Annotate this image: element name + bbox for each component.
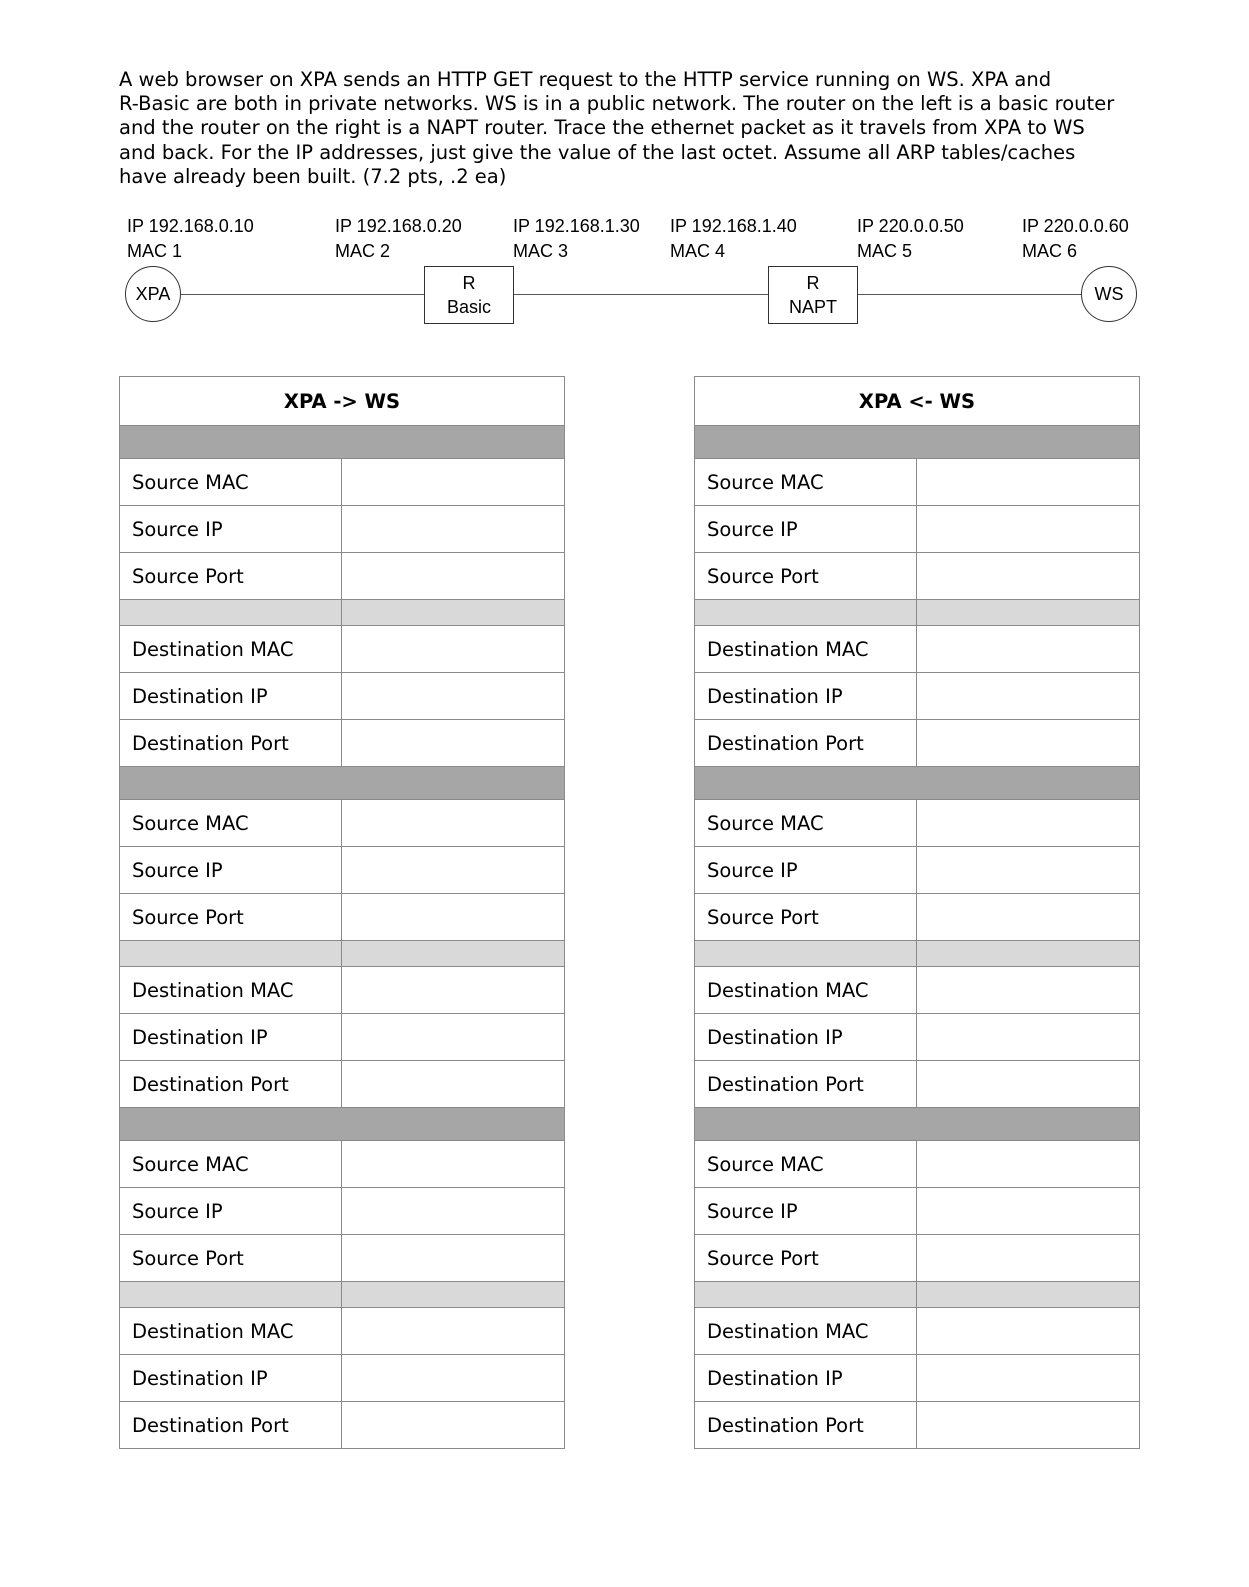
trace-table-return [694,376,1140,1449]
field-label: Source Port [695,553,917,600]
section-separator [120,600,342,626]
field-label: Source Port [695,1235,917,1282]
field-label: Source MAC [120,459,342,506]
answer-cell[interactable] [342,626,565,673]
answer-cell[interactable] [917,459,1140,506]
node-label: XPA [135,283,171,304]
field-label: Destination MAC [695,626,917,673]
link-basic-napt [514,294,769,295]
section-separator [917,941,1140,967]
answer-cell[interactable] [342,1188,565,1235]
answer-cell[interactable] [342,1014,565,1061]
router-label: R [806,273,820,293]
answer-cell[interactable] [917,1014,1140,1061]
answer-cell[interactable] [342,1141,565,1188]
answer-cell[interactable] [917,553,1140,600]
question-line: and back. For the IP addresses, just give the value of the last octet. Assume all ARP tables/caches [119,140,1076,164]
answer-cell[interactable] [342,1402,565,1449]
field-label: Source MAC [695,459,917,506]
section-separator [695,1282,917,1308]
field-label: Destination IP [695,673,917,720]
answer-cell[interactable] [917,626,1140,673]
answer-cell[interactable] [917,1061,1140,1108]
router-type: NAPT [788,297,837,317]
answer-cell[interactable] [342,1061,565,1108]
answer-cell[interactable] [917,800,1140,847]
answer-cell[interactable] [917,720,1140,767]
mac-label: MAC 4 [670,241,726,261]
answer-cell[interactable] [342,967,565,1014]
answer-cell[interactable] [917,506,1140,553]
answer-cell[interactable] [917,894,1140,941]
address-label-basic-right [513,214,640,264]
link-xpa-basic [181,294,425,295]
address-label-xpa [127,214,254,264]
field-label: Source IP [695,847,917,894]
answer-cell[interactable] [342,720,565,767]
hop-separator [120,1108,565,1141]
field-label: Destination MAC [120,967,342,1014]
ip-label: IP 192.168.0.10 [127,216,254,236]
answer-cell[interactable] [917,1235,1140,1282]
xpa-node [125,266,181,322]
field-label: Source IP [120,847,342,894]
answer-cell[interactable] [917,673,1140,720]
hop-separator [120,767,565,800]
table-title: XPA -> WS [120,377,565,426]
field-label: Destination MAC [120,1308,342,1355]
answer-cell[interactable] [917,1188,1140,1235]
section-separator [342,600,565,626]
field-label: Destination MAC [120,626,342,673]
field-label: Destination Port [695,720,917,767]
section-separator [917,1282,1140,1308]
answer-cell[interactable] [917,847,1140,894]
mac-label: MAC 6 [1022,241,1078,261]
ip-label: IP 192.168.0.20 [335,216,462,236]
field-label: Source IP [695,1188,917,1235]
hop-separator [695,1108,1140,1141]
node-label: WS [1094,283,1124,304]
section-separator [120,1282,342,1308]
table-title: XPA <- WS [695,377,1140,426]
section-separator [917,600,1140,626]
field-label: Destination IP [695,1014,917,1061]
field-label: Source Port [120,1235,342,1282]
ip-label: IP 192.168.1.30 [513,216,640,236]
field-label: Destination IP [120,1014,342,1061]
field-label: Source MAC [695,800,917,847]
answer-cell[interactable] [342,800,565,847]
hop-separator [120,426,565,459]
field-label: Destination IP [120,673,342,720]
answer-cell[interactable] [342,894,565,941]
address-label-ws [1022,214,1129,264]
question-text [119,68,1159,189]
field-label: Source MAC [120,800,342,847]
field-label: Source MAC [695,1141,917,1188]
section-separator [695,600,917,626]
field-label: Destination Port [120,1402,342,1449]
ip-label: IP 220.0.0.50 [857,216,964,236]
answer-cell[interactable] [342,847,565,894]
router-type: Basic [446,297,491,317]
answer-cell[interactable] [917,967,1140,1014]
answer-cell[interactable] [917,1141,1140,1188]
answer-cell[interactable] [342,553,565,600]
mac-label: MAC 3 [513,241,569,261]
address-label-napt-right [857,214,964,264]
address-label-basic-left [335,214,462,264]
answer-cell[interactable] [342,673,565,720]
question-line: have already been built. (7.2 pts, .2 ea) [119,164,507,188]
field-label: Destination IP [695,1355,917,1402]
question-line: R-Basic are both in private networks. WS is in a public network. The router on the left is a basic router [119,92,1115,116]
field-label: Source IP [120,506,342,553]
answer-cell[interactable] [342,1308,565,1355]
router-basic [424,266,514,324]
ip-label: IP 220.0.0.60 [1022,216,1129,236]
field-label: Source MAC [120,1141,342,1188]
section-separator [695,941,917,967]
section-separator [120,941,342,967]
answer-cell[interactable] [917,1308,1140,1355]
field-label: Source Port [120,894,342,941]
link-napt-ws [858,294,1082,295]
question-line: A web browser on XPA sends an HTTP GET request to the HTTP service running on WS. XPA and [119,68,1052,91]
trace-table-outbound [119,376,565,1449]
hop-separator [695,426,1140,459]
answer-cell[interactable] [917,1355,1140,1402]
question-line: and the router on the right is a NAPT router. Trace the ethernet packet as it travels from XPA to WS [119,116,1085,140]
answer-cell[interactable] [917,1402,1140,1449]
address-label-napt-left [670,214,797,264]
mac-label: MAC 2 [335,241,391,261]
router-label: R [462,273,476,293]
mac-label: MAC 5 [857,241,913,261]
answer-cell[interactable] [342,1235,565,1282]
field-label: Source IP [120,1188,342,1235]
field-label: Destination MAC [695,1308,917,1355]
field-label: Destination MAC [695,967,917,1014]
ws-node [1081,266,1137,322]
field-label: Destination Port [695,1402,917,1449]
field-label: Destination Port [120,720,342,767]
field-label: Destination Port [120,1061,342,1108]
ip-label: IP 192.168.1.40 [670,216,797,236]
section-separator [342,941,565,967]
answer-cell[interactable] [342,459,565,506]
hop-separator [695,767,1140,800]
mac-label: MAC 1 [127,241,183,261]
section-separator [342,1282,565,1308]
field-label: Destination IP [120,1355,342,1402]
field-label: Source IP [695,506,917,553]
router-napt [768,266,858,324]
field-label: Destination Port [695,1061,917,1108]
answer-cell[interactable] [342,1355,565,1402]
field-label: Source Port [120,553,342,600]
answer-cell[interactable] [342,506,565,553]
field-label: Source Port [695,894,917,941]
